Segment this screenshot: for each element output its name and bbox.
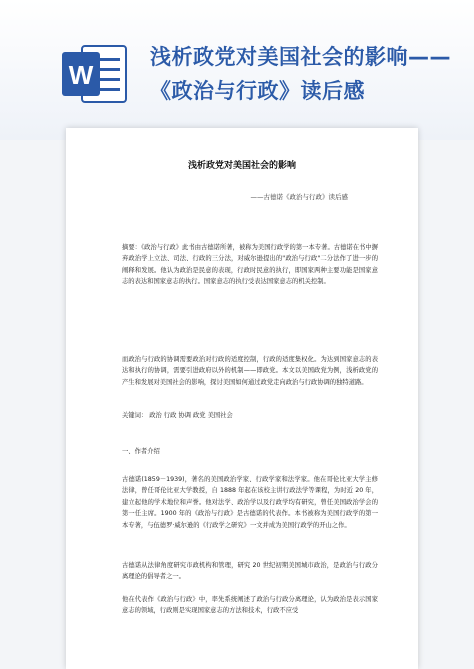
- word-icon-letter: W: [68, 60, 94, 90]
- bio-paragraph-3: 他在代表作《政治与行政》中，率先系统阐述了政治与行政分离理论，认为政治是表示国家意志的领域，行政则是实现国家意志的方法和技术，行政不应受: [122, 596, 378, 615]
- bio-paragraph: 古德诺(1859－1939)，著名的美国政治学家、行政学家和法学家。他在哥伦比亚大学主修法律，曾任哥伦比亚大学教授，自 1888 年起在该校主讲行政法学等课程，为时近 20 年，建立起他的学术地位和声誉。他对法学、政治学以及行政学均有研究，曾任美国政治学会的第一任主席。1900 年的《政治与行政》是古德诺的代表作。本书被称为美国行政学的第一本专著，与伍德罗·威尔逊的《行政学之研究》一文并成为美国行政学的开山之作。: [122, 476, 378, 529]
- section-heading: 一、作者介绍: [122, 448, 160, 455]
- page-title: 浅析政党对美国社会的影响——《政治与行政》读后感: [150, 45, 451, 103]
- word-document-icon: [60, 42, 130, 106]
- document-subtitle: ——古德诺《政治与行政》读后感: [250, 193, 348, 201]
- abstract-continued: 而政治与行政的协调需要政治对行政的适度控制，行政的适度集权化。为达到国家意志的表达和执行的协调，需要引进政府以外的机制——即政党。本文以美国政党为例，浅析政党的产生和发展对美国社会的影响，探讨美国如何通过政党走向政治与行政协调的独特道路。: [122, 356, 378, 386]
- bio-paragraph-2: 古德诺从法律角度研究市政机构和管理，研究 20 世纪初期美国城市政治，是政治与行政分离理论的倡导者之一。: [122, 562, 378, 581]
- abstract-paragraph: 摘要：《政治与行政》此书由古德诺所著，被称为美国行政学的第一本专著。古德诺在书中摒弃政治学上立法、司法、行政的三分法，对威尔逊提出的"政治与行政"二分法作了进一步的阐释和发展。他认为政治是民意的表现，行政时民意的执行，即国家两种主要功能是国家意志的表达和国家意志的执行。国家意志的执行受表达国家意志的机关控制。: [122, 244, 378, 286]
- keywords-line: 关键词： 政治 行政 协调 政党 美国社会: [122, 412, 233, 419]
- document-page: [66, 128, 418, 669]
- document-title: 浅析政党对美国社会的影响: [187, 161, 296, 171]
